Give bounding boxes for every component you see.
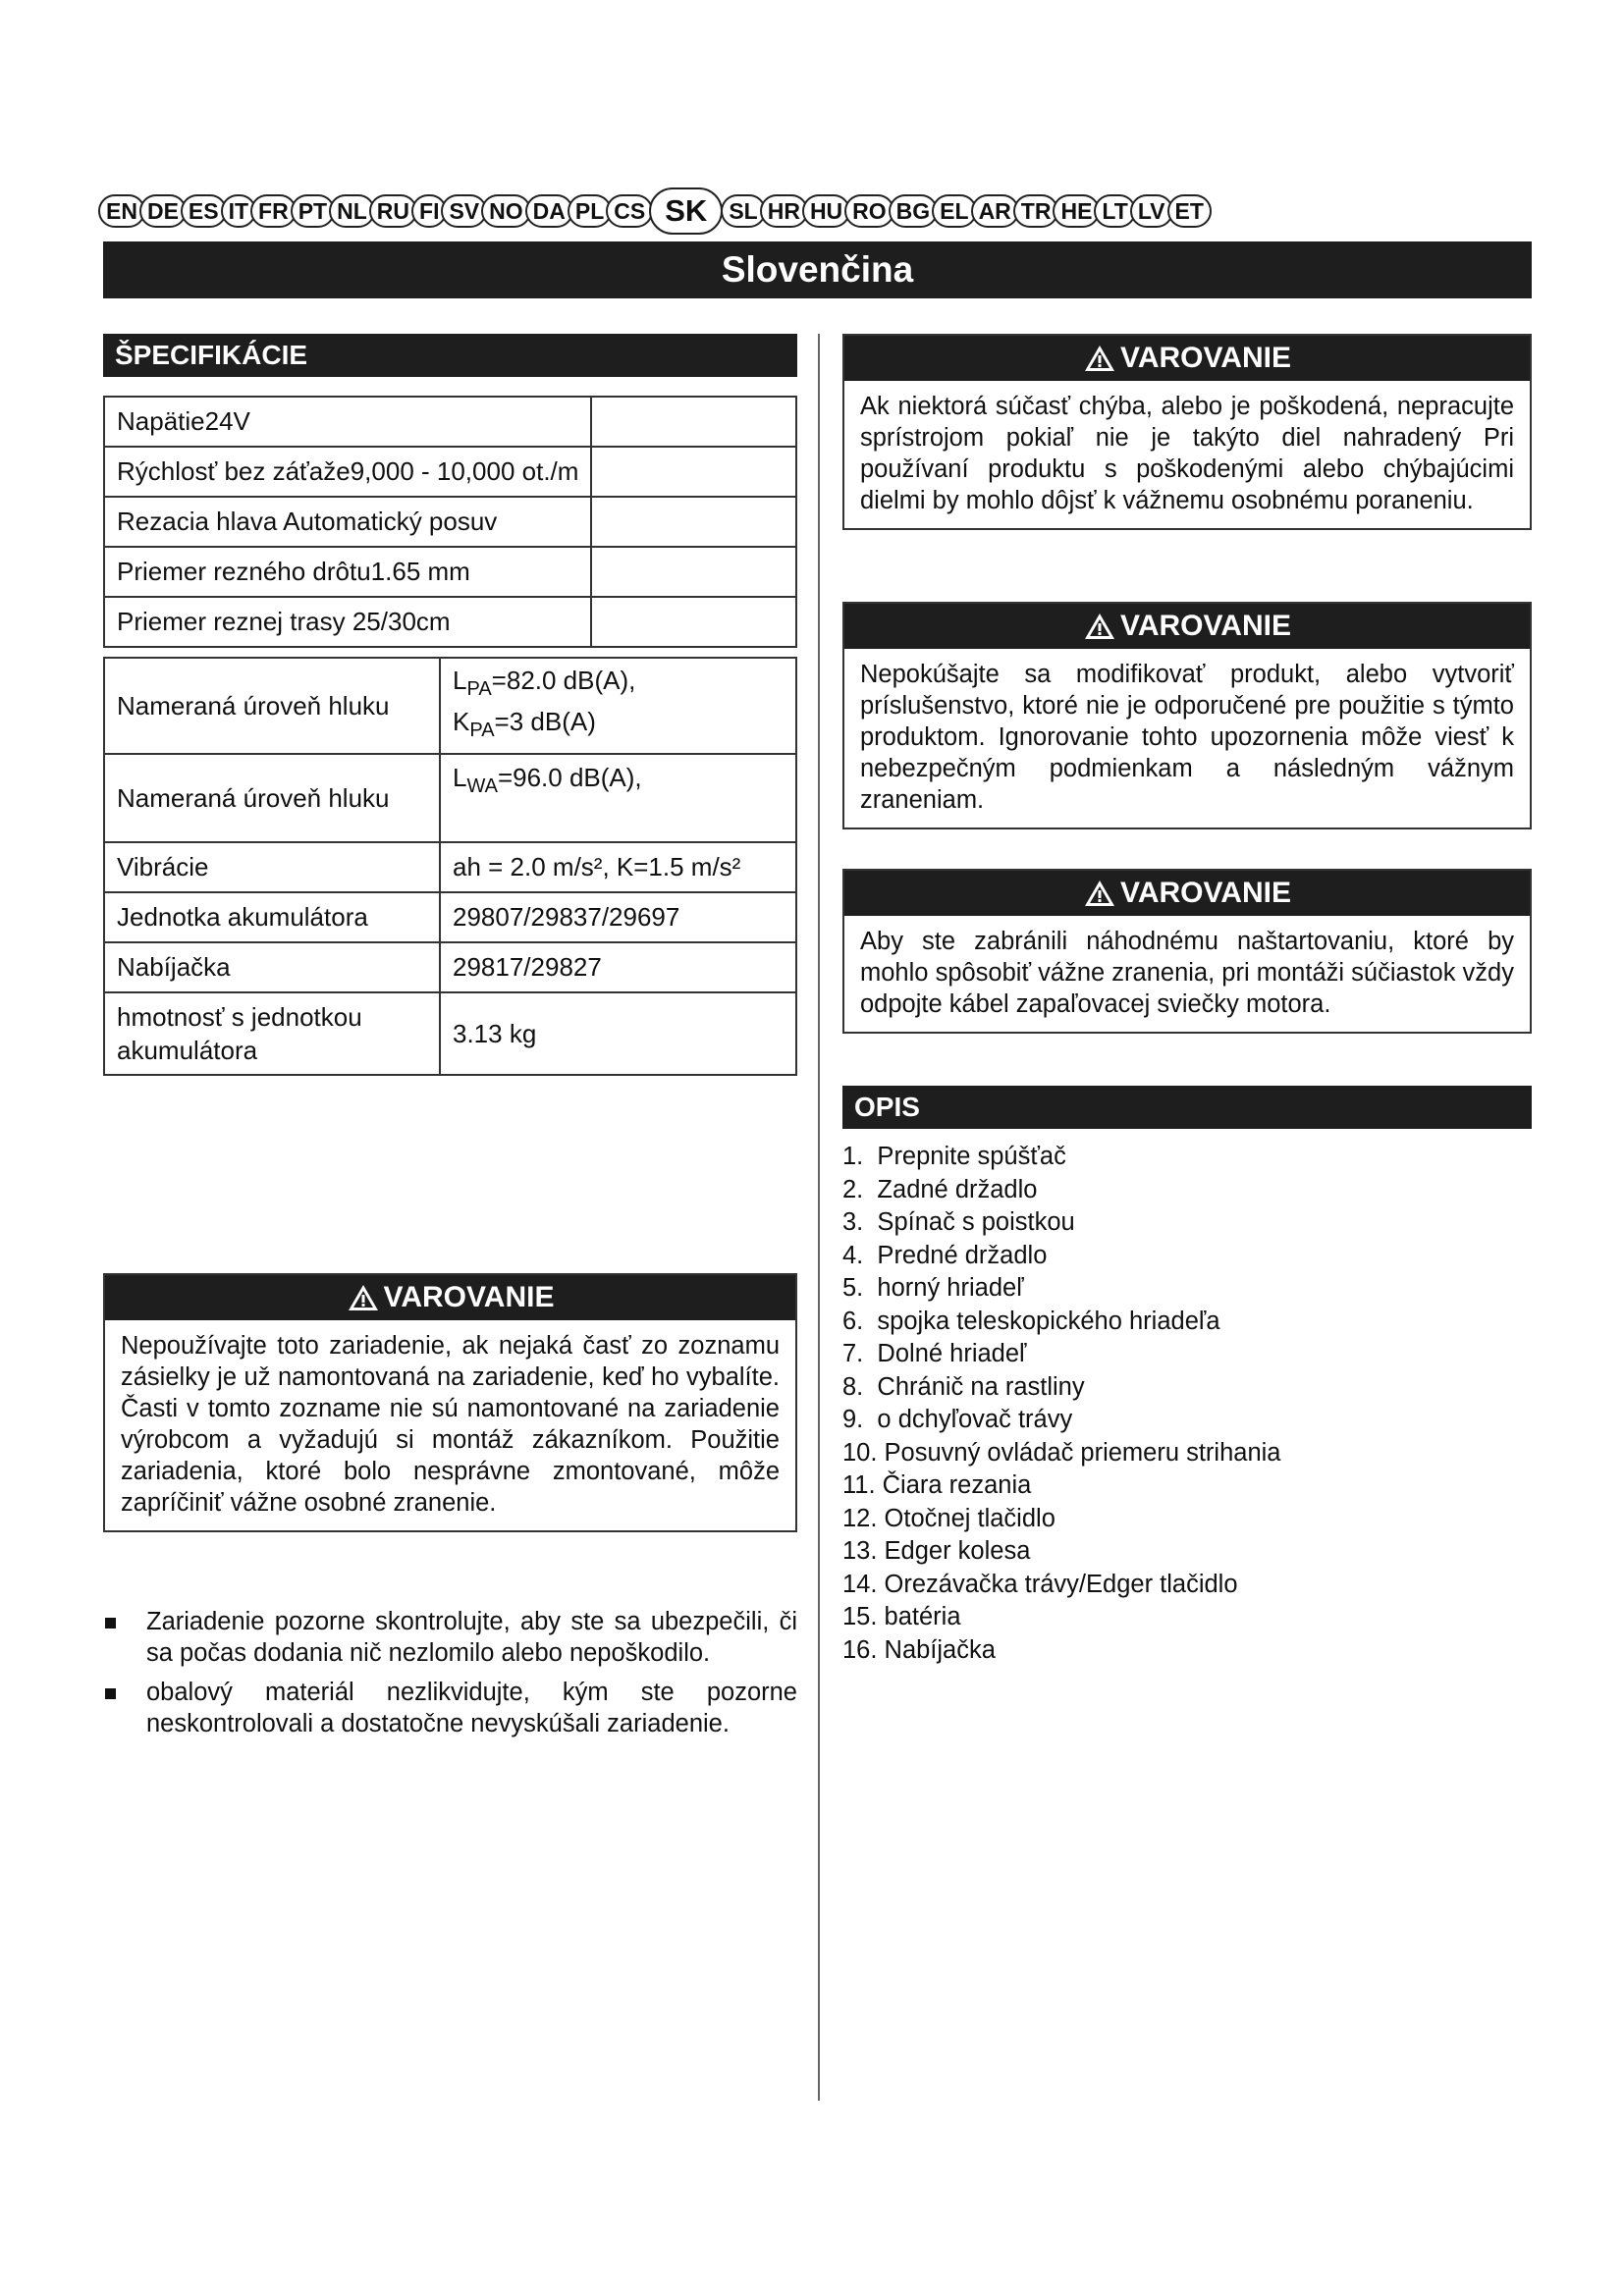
spec-row xyxy=(104,447,591,497)
spec-text: Rýchlosť bez záťaže9,000 - 10,000 ot./m xyxy=(117,456,579,486)
list-item: 16. Nabíjačka xyxy=(842,1635,996,1664)
language-bar xyxy=(98,187,1532,236)
spec-section xyxy=(103,334,797,1076)
spec-text: Priemer reznej trasy 25/30cm xyxy=(117,607,451,636)
parts-list xyxy=(842,1141,1532,1667)
lang-tab-pt[interactable]: PT xyxy=(291,194,335,228)
kpa-symbol: K xyxy=(453,707,470,737)
noise-label: Nameraná úroveň hluku xyxy=(104,754,440,842)
spec-label: hmotnosť s jednotkou akumulátora xyxy=(104,992,440,1075)
bullet-text: obalový materiál nezlikvidujte, kým ste pozorne neskontrolovali a dostatočne nevyskúšali zariadenie. xyxy=(146,1679,797,1737)
lwa-symbol: L xyxy=(453,763,467,793)
lang-tab-lt[interactable]: LT xyxy=(1094,194,1135,228)
lpa-symbol: L xyxy=(453,666,467,695)
spec-cell-empty xyxy=(591,597,796,647)
spec-value: ah = 2.0 m/s², K=1.5 m/s² xyxy=(440,842,796,892)
lang-tab-es[interactable]: ES xyxy=(181,194,227,228)
lang-tab-pl[interactable]: PL xyxy=(568,194,612,228)
spec-label: Vibrácie xyxy=(104,842,440,892)
column-divider xyxy=(818,334,820,2101)
lang-tab-tr[interactable]: TR xyxy=(1013,194,1059,228)
list-item: 9. o dchyľovač trávy xyxy=(842,1406,1073,1433)
warning-title: VAROVANIE xyxy=(1120,877,1291,909)
warning-title: VAROVANIE xyxy=(383,1281,555,1313)
list-item: 3. Spínač s poistkou xyxy=(842,1208,1075,1236)
lang-tab-da[interactable]: DA xyxy=(525,194,573,228)
lang-tab-et[interactable]: ET xyxy=(1167,194,1212,228)
spec-table-details xyxy=(103,657,797,1076)
lang-tab-el[interactable]: EL xyxy=(932,194,976,228)
noise-value xyxy=(440,754,796,842)
lang-tab-de[interactable]: DE xyxy=(139,194,187,228)
list-item xyxy=(103,1677,797,1739)
warning-triangle-icon xyxy=(347,1283,380,1312)
list-item: 14. Orezávačka trávy/Edger tlačidlo xyxy=(842,1570,1238,1598)
list-item: 4. Predné držadlo xyxy=(842,1241,1048,1269)
lpa-value xyxy=(453,665,784,706)
list-item: 12. Otočnej tlačidlo xyxy=(842,1504,1056,1532)
list-item: 13. Edger kolesa xyxy=(842,1537,1031,1565)
list-item: 10. Posuvný ovládač priemeru strihania xyxy=(842,1438,1281,1467)
spec-row xyxy=(104,397,591,447)
warning-triangle-icon xyxy=(1083,612,1116,641)
warning-box-missing-parts xyxy=(842,334,1532,530)
spec-cell-empty xyxy=(591,547,796,597)
list-item: 8. Chránič na rastliny xyxy=(842,1372,1085,1401)
spec-label: Jednotka akumulátora xyxy=(104,892,440,942)
lang-tab-ar[interactable]: AR xyxy=(971,194,1019,228)
warning-box-modification xyxy=(842,602,1532,829)
bullet-text: Zariadenie pozorne skontrolujte, aby ste sa ubezpečili, či sa počas dodania nič nezlomilo alebo nepoškodilo. xyxy=(146,1608,797,1667)
lang-tab-no[interactable]: NO xyxy=(481,194,531,228)
lpa-subscript: PA xyxy=(466,678,492,701)
warning-title: VAROVANIE xyxy=(1120,610,1291,642)
lang-tab-hr[interactable]: HR xyxy=(760,194,808,228)
warning-triangle-icon xyxy=(1083,879,1116,908)
noise-label: Nameraná úroveň hluku xyxy=(104,658,440,754)
lang-tab-sk[interactable]: SK xyxy=(649,187,723,235)
bullet-square-icon xyxy=(105,1688,116,1699)
warning-text: Nepoužívajte toto zariadenie, ak nejaká časť zo zoznamu zásielky je už namontovaná na zariadenie, keď ho vybalíte. Časti v tomto zozname nie sú namontované na zariadenie výrobcom a vyžadujú si montáž zákazníkom. Použitie zariadenia, ktoré bolo nesprávne zmontované, môže zapríčiniť vážne osobné zranenie. xyxy=(121,1332,780,1517)
spec-heading: ŠPECIFIKÁCIE xyxy=(103,334,797,377)
list-item: 11. Čiara rezania xyxy=(842,1471,1032,1499)
lang-tab-he[interactable]: HE xyxy=(1053,194,1100,228)
warning-header xyxy=(105,1275,795,1320)
spec-cell-empty xyxy=(591,447,796,497)
spec-text: Rezacia hlava Automatický posuv xyxy=(117,507,498,536)
warning-text: Nepokúšajte sa modifikovať produkt, alebo vytvoriť príslušenstvo, ktoré nie je odporučené pre použitie s týmto produktom. Ignorovanie tohto upozornenia môže viesť k nebezpečným podmienkam a následným vážnym zraneniam. xyxy=(860,661,1514,814)
list-item: 5. horný hriadeľ xyxy=(842,1274,1024,1302)
lang-tab-nl[interactable]: NL xyxy=(329,194,375,228)
kpa-value xyxy=(453,706,784,747)
lang-tab-ro[interactable]: RO xyxy=(844,194,894,228)
bullet-list xyxy=(103,1606,797,1747)
warning-title: VAROVANIE xyxy=(1120,342,1291,374)
spec-row xyxy=(104,497,591,547)
lang-tab-bg[interactable]: BG xyxy=(889,194,939,228)
bullet-square-icon xyxy=(105,1618,116,1629)
warning-text: Aby ste zabránili náhodnému naštartovaniu, ktoré by mohlo spôsobiť vážne zranenia, pri montáži súčiastok vždy odpojte kábel zapaľovacej sviečky motora. xyxy=(860,928,1514,1018)
warning-header xyxy=(844,336,1530,381)
warning-header xyxy=(844,871,1530,916)
warning-triangle-icon xyxy=(1083,344,1116,373)
spec-text: Napätie24V xyxy=(117,406,250,436)
lwa-number: =96.0 dB(A), xyxy=(497,763,642,793)
lang-tab-fi[interactable]: FI xyxy=(411,194,447,228)
lwa-subscript: WA xyxy=(466,775,498,798)
spec-value: 3.13 kg xyxy=(440,992,796,1075)
warning-box-spark-plug xyxy=(842,869,1532,1034)
lang-tab-it[interactable]: IT xyxy=(221,194,256,228)
warning-header xyxy=(844,604,1530,649)
lpa-number: =82.0 dB(A), xyxy=(491,666,636,695)
warning-box-unpacking xyxy=(103,1273,797,1532)
list-item: 2. Zadné držadlo xyxy=(842,1175,1038,1203)
lang-tab-ru[interactable]: RU xyxy=(369,194,417,228)
spec-value: 29807/29837/29697 xyxy=(440,892,796,942)
spec-row xyxy=(104,597,591,647)
spec-text: Priemer rezného drôtu1.65 mm xyxy=(117,557,470,586)
spec-value: 29817/29827 xyxy=(440,942,796,992)
list-item xyxy=(103,1606,797,1669)
lang-tab-en[interactable]: EN xyxy=(98,194,145,228)
lang-tab-sv[interactable]: SV xyxy=(441,194,487,228)
spec-cell-empty xyxy=(591,497,796,547)
spec-row xyxy=(104,547,591,597)
spec-cell-empty xyxy=(591,397,796,447)
spec-table-general xyxy=(103,396,797,648)
list-item: 1. Prepnite spúšťač xyxy=(842,1143,1066,1170)
lang-tab-hu[interactable]: HU xyxy=(802,194,850,228)
list-item: 15. batéria xyxy=(842,1603,961,1630)
opis-heading: OPIS xyxy=(842,1086,1532,1129)
kpa-subscript: PA xyxy=(469,720,495,742)
page-title: Slovenčina xyxy=(103,241,1532,298)
noise-value xyxy=(440,658,796,754)
list-item: 7. Dolné hriadeľ xyxy=(842,1340,1027,1367)
lang-tab-lv[interactable]: LV xyxy=(1130,194,1173,228)
spec-label: Nabíjačka xyxy=(104,942,440,992)
opis-section xyxy=(842,1086,1532,1667)
warning-text: Ak niektorá súčasť chýba, alebo je poškodená, nepracujte sprístrojom pokiaľ nie je takýto diel nahradený Pri používaní produktu s poškodenými alebo chýbajúcimi dielmi by mohlo dôjsť k vážnemu osobnému poraneniu. xyxy=(860,393,1514,514)
lang-tab-fr[interactable]: FR xyxy=(250,194,297,228)
lang-tab-sl[interactable]: SL xyxy=(721,194,765,228)
lang-tab-cs[interactable]: CS xyxy=(606,194,653,228)
list-item: 6. spojka teleskopického hriadeľa xyxy=(842,1307,1220,1335)
kpa-number: =3 dB(A) xyxy=(494,707,596,737)
